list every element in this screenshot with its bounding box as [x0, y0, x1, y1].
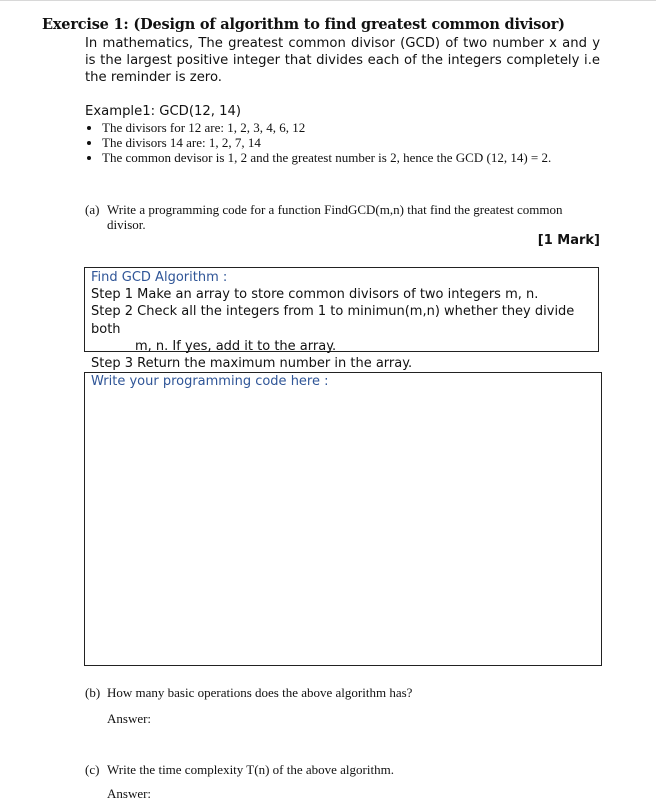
question-b-text: How many basic operations does the above algorithm has?: [107, 685, 413, 700]
intro-paragraph: In mathematics, The greatest common divisor (GCD) of two number x and y is the largest positive integer that divides each of the integers completely i.e the reminder is zero.: [85, 36, 600, 85]
question-c-tag: (c): [85, 762, 100, 777]
exercise-title: Exercise 1: (Design of algorithm to find greatest common divisor): [42, 16, 565, 33]
algorithm-box: [84, 267, 599, 372]
question-b: [85, 685, 412, 701]
question-c: [85, 762, 394, 778]
algorithm-title: Find GCD Algorithm :: [91, 270, 228, 285]
example-bullet-list: [88, 120, 622, 165]
question-b-tag: (b): [85, 685, 101, 700]
page-top-rule: [0, 0, 656, 1]
list-item: • The common devisor is 1, 2 and the greatest number is 2, hence the GCD (12, 14) = 2.: [102, 150, 622, 165]
algorithm-step-2: Step 2 Check all the integers from 1 to minimun(m,n) whether they divide both: [91, 304, 575, 337]
question-b-answer-label[interactable]: Answer:: [107, 711, 152, 726]
question-a-text-cont: divisor.: [107, 217, 146, 232]
algorithm-step-1: Step 1 Make an array to store common divisors of two integers m, n.: [91, 287, 539, 303]
code-answer-area[interactable]: [84, 372, 602, 666]
example-heading: Example1: GCD(12, 14): [85, 104, 242, 119]
question-c-answer-label[interactable]: Answer:: [107, 786, 152, 801]
question-a-tag: (a): [85, 202, 100, 217]
code-area-label: Write your programming code here :: [91, 374, 329, 389]
algorithm-step-2-cont: m, n. If yes, add it to the array.: [135, 338, 337, 354]
question-a-text: Write a programming code for a function FindGCD(m,n) that find the greatest common: [107, 202, 563, 217]
list-item: • The divisors for 12 are: 1, 2, 3, 4, 6, 12: [102, 120, 622, 135]
algorithm-step-3: Step 3 Return the maximum number in the array.: [91, 356, 413, 372]
question-c-text: Write the time complexity T(n) of the above algorithm.: [107, 762, 394, 777]
mark-label: [1 Mark]: [537, 233, 600, 248]
question-a: [85, 202, 600, 232]
list-item: • The divisors 14 are: 1, 2, 7, 14: [102, 135, 622, 150]
